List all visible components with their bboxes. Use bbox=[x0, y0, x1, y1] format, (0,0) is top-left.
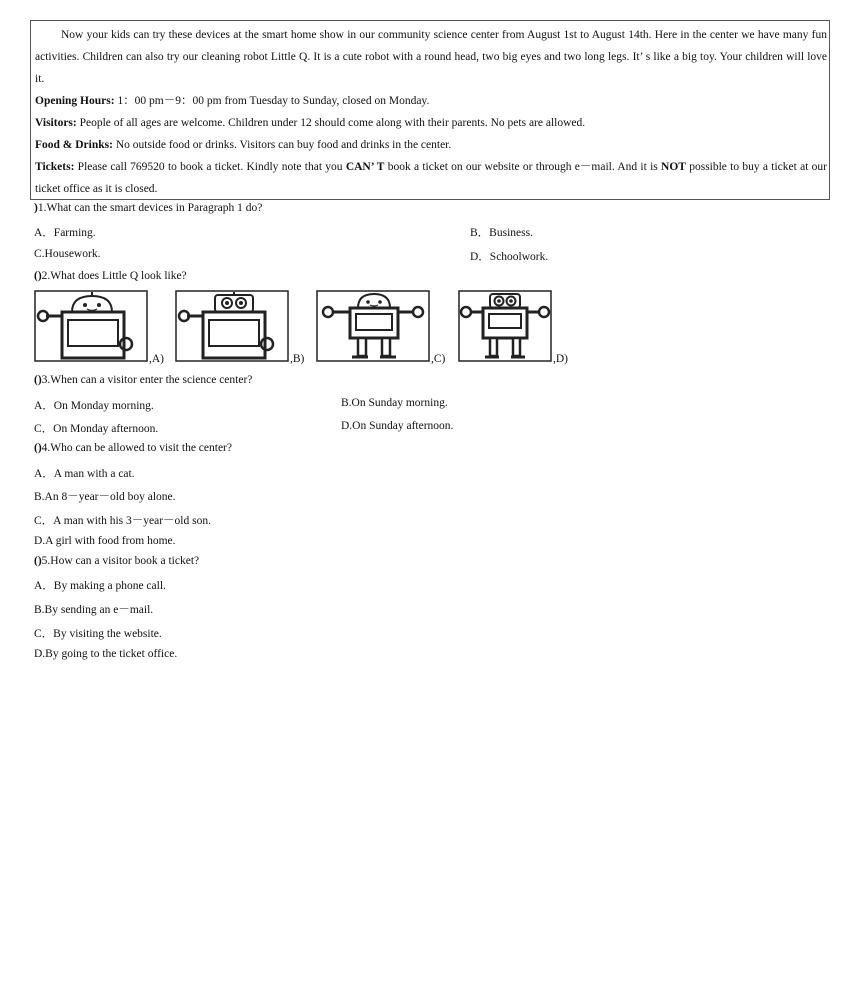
tickets-info: Tickets: Please call 769520 to book a ticket. Kindly note that you CAN’ T book a ticket on our website or through e－mail. And it is NOT possible to buy a ticket at our ticket office as it is closed. bbox=[35, 161, 827, 195]
visitors-label: Visitors: bbox=[35, 117, 77, 129]
food-info: Food & Drinks: No outside food or drinks. Visitors can buy food and drinks in the center. bbox=[35, 139, 452, 151]
q4-option-b[interactable]: B.An 8－year－old boy alone. bbox=[34, 491, 176, 503]
robot-d-image[interactable] bbox=[458, 290, 552, 362]
q5-option-b[interactable]: B.By sending an e－mail. bbox=[34, 604, 154, 616]
q3-option-c[interactable]: C．On Monday afternoon. bbox=[34, 423, 159, 435]
q1-option-d[interactable]: D．Schoolwork. bbox=[470, 251, 549, 263]
robot-b-label: ,B) bbox=[290, 353, 305, 365]
question-5: ()5.How can a visitor book a ticket? bbox=[34, 555, 200, 567]
opening-hours-label: Opening Hours: bbox=[35, 95, 115, 107]
passage-intro: Now your kids can try these devices at the smart home show in our community science center from August 1st to August 14th. Here in the center we have many fun activities. Children can also try our cleaning robot Little Q. It is a cute robot with a round head, two big eyes and two long legs. It’ s like a big toy. Your children will love it. bbox=[35, 29, 827, 85]
opening-hours: Opening Hours: 1：00 pm－9：00 pm from Tuesday to Sunday, closed on Monday. bbox=[35, 95, 430, 107]
q3-option-a[interactable]: A．On Monday morning. bbox=[34, 400, 154, 412]
q5-option-a[interactable]: A．By making a phone call. bbox=[34, 580, 166, 592]
q5-option-d[interactable]: D.By going to the ticket office. bbox=[34, 648, 178, 660]
robot-a-image[interactable] bbox=[34, 290, 148, 362]
tickets-label: Tickets: bbox=[35, 161, 75, 173]
q4-option-c[interactable]: C．A man with his 3－year－old son. bbox=[34, 515, 211, 527]
q5-option-c[interactable]: C．By visiting the website. bbox=[34, 628, 162, 640]
q3-option-d[interactable]: D.On Sunday afternoon. bbox=[341, 420, 454, 432]
robot-c-label: ,C) bbox=[431, 353, 446, 365]
q4-option-d[interactable]: D.A girl with food from home. bbox=[34, 535, 176, 547]
visitors-info: Visitors: People of all ages are welcome. Children under 12 should come along with their parents. No pets are allowed. bbox=[35, 117, 586, 129]
food-label: Food & Drinks: bbox=[35, 139, 113, 151]
reading-passage bbox=[30, 20, 830, 200]
q1-option-b[interactable]: B．Business. bbox=[470, 227, 533, 239]
robot-a-label: ,A) bbox=[149, 353, 165, 365]
robot-c-image[interactable] bbox=[316, 290, 430, 362]
q1-option-c[interactable]: C.Housework. bbox=[34, 248, 101, 260]
question-4: ()4.Who can be allowed to visit the center? bbox=[34, 442, 232, 454]
question-1: )1.What can the smart devices in Paragraph 1 do? bbox=[34, 202, 263, 214]
robot-d-label: ,D) bbox=[553, 353, 569, 365]
question-2: ()2.What does Little Q look like? bbox=[34, 270, 187, 282]
q3-option-b[interactable]: B.On Sunday morning. bbox=[341, 397, 448, 409]
question-3: ()3.When can a visitor enter the science center? bbox=[34, 374, 253, 386]
q4-option-a[interactable]: A．A man with a cat. bbox=[34, 468, 135, 480]
robot-b-image[interactable] bbox=[175, 290, 289, 362]
q1-option-a[interactable]: A．Farming. bbox=[34, 227, 96, 239]
